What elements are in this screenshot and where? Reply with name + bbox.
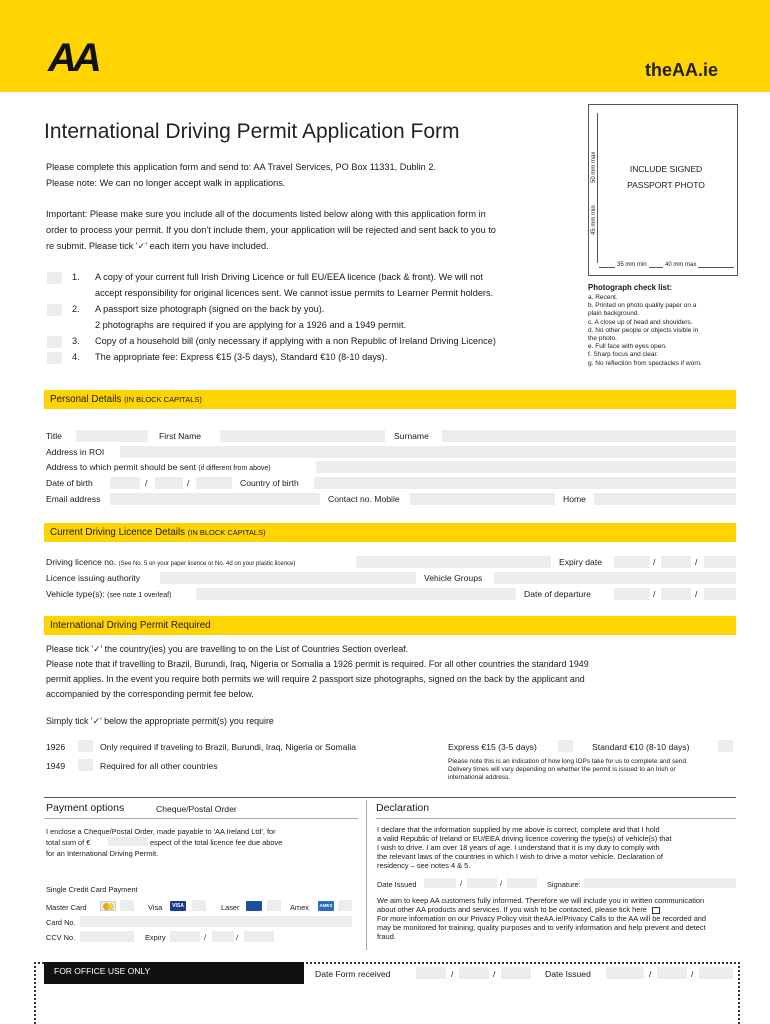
standard-checkbox[interactable]: [718, 740, 733, 752]
amex-checkbox[interactable]: [338, 900, 352, 911]
1949-text: Required for all other countries: [100, 761, 218, 771]
express-checkbox[interactable]: [558, 740, 573, 752]
dim-50mm: 50 mm max: [591, 151, 597, 183]
card-payment-title: Single Credit Card Payment: [46, 885, 138, 894]
vehicle-types-label: [46, 589, 171, 599]
height-arrow: [597, 113, 598, 263]
declaration-line: the relevant laws of the countries in which I wish to drive a motor vehicle. Declaration of: [377, 852, 663, 861]
personal-details-bar: [44, 390, 736, 409]
email-field[interactable]: [110, 493, 320, 505]
1949-label: 1949: [46, 761, 66, 771]
home-label: Home: [563, 494, 586, 504]
office-issued-slash: /: [649, 969, 652, 979]
card-expiry-slash: /: [204, 933, 207, 942]
received-month[interactable]: [459, 967, 489, 979]
departure-slash: /: [653, 589, 656, 599]
checklist-num: 3.: [72, 336, 80, 346]
declaration-text: [377, 825, 737, 870]
country-birth-label: Country of birth: [240, 478, 299, 488]
declaration-line: a valid Republic of Ireland or EU/EEA driving licence covering the type(s) of vehicle(s) that: [377, 834, 672, 843]
important-line-1: Important: Please make sure you include all of the documents listed below along with this application form in: [46, 209, 486, 219]
page-title: International Driving Permit Application Form: [44, 120, 460, 143]
aa-logo: AA: [48, 36, 98, 80]
departure-day-field[interactable]: [614, 588, 650, 600]
amex-icon: AMEX: [318, 901, 334, 911]
contact-line-2: [377, 905, 739, 914]
surname-label: Surname: [394, 431, 429, 441]
checklist-text: The appropriate fee: Express €15 (3-5 days), Standard €10 (8-10 days).: [95, 352, 388, 362]
received-slash: /: [451, 969, 454, 979]
photo-check-item: b. Printed on photo quality paper on a: [588, 302, 697, 310]
office-issued-year[interactable]: [699, 967, 733, 979]
visa-checkbox[interactable]: [192, 900, 206, 911]
first-name-field[interactable]: [220, 430, 385, 442]
laser-checkbox[interactable]: [267, 900, 281, 911]
vehicle-groups-field[interactable]: [494, 572, 736, 584]
date-received-label: Date Form received: [315, 969, 391, 979]
dob-year-field[interactable]: [196, 477, 232, 489]
permit-address-field[interactable]: [316, 461, 736, 473]
idp-para-3: permit applies. In the event you require both permits we will require 2 passport size photographs, signed on the back by the applicant and: [46, 674, 585, 684]
contact-line: may be monitored for training, quality purposes and to verify information and help prevent and detect: [377, 923, 706, 932]
office-issued-month[interactable]: [657, 967, 687, 979]
declaration-line: residency – see notes 4 & 5.: [377, 861, 471, 870]
photo-instructions: [627, 161, 705, 193]
1949-checkbox[interactable]: [78, 759, 93, 771]
total-sum-field[interactable]: [108, 837, 148, 846]
checklist-num: 4.: [72, 352, 80, 362]
dob-slash: /: [187, 478, 190, 488]
checklist-box-1[interactable]: [47, 272, 62, 284]
checklist-text: A passport size photograph (signed on the back by you).: [95, 304, 325, 314]
dim-35mm: 35 mm min: [617, 262, 647, 268]
office-issued-slash: /: [691, 969, 694, 979]
licence-no-label: [46, 557, 295, 567]
dim-40mm: 40 mm max: [665, 262, 697, 268]
title-label: Title: [46, 431, 62, 441]
passport-photo-box[interactable]: [588, 104, 738, 276]
photo-check-item: the photo.: [588, 335, 617, 343]
departure-label: Date of departure: [524, 589, 591, 599]
mobile-field[interactable]: [410, 493, 555, 505]
licence-no-field[interactable]: [356, 556, 551, 568]
office-date-issued-label: Date Issued: [545, 969, 591, 979]
standard-label: Standard €10 (8-10 days): [592, 742, 690, 752]
dob-label: Date of birth: [46, 478, 93, 488]
card-expiry-slash: /: [236, 933, 239, 942]
surname-field[interactable]: [442, 430, 736, 442]
visa-label: Visa: [148, 903, 163, 912]
photo-check-item: plain background.: [588, 310, 640, 318]
expiry-month-field[interactable]: [661, 556, 691, 568]
photo-line-1: INCLUDE SIGNED: [629, 164, 703, 174]
idp-para-2: Please note that if travelling to Brazil, Burundi, Iraq, Nigeria or Somalia a 1926 permit is required. For all other countries the standard 1949: [46, 659, 589, 669]
checklist-text: 2 photographs are required if you are applying for a 1926 and a 1949 permit.: [95, 320, 407, 330]
delivery-note: [448, 758, 688, 783]
idp-para-4: accompanied by the corresponding permit fee below.: [46, 689, 254, 699]
delivery-note-line: Please note this is an indication of how long IDPs take for us to complete and send.: [448, 758, 688, 765]
dob-day-field[interactable]: [110, 477, 140, 489]
card-expiry-year[interactable]: [244, 931, 274, 942]
checklist-box-3[interactable]: [47, 336, 62, 348]
delivery-note-line: Delivery times will vary depending on whether the permit is issued to an Irish or: [448, 766, 676, 774]
contact-text: [377, 896, 739, 941]
signature-field[interactable]: [584, 878, 736, 888]
visa-icon: VISA: [170, 901, 186, 911]
checklist-text: accept responsibility for original licences sent. We cannot issue permits to Learner Permit holders.: [95, 288, 494, 298]
authority-label: Licence issuing authority: [46, 573, 141, 583]
permit-address-text: Address to which permit should be sent: [46, 462, 196, 472]
cheque-text-2a: total sum of €: [46, 838, 91, 847]
country-birth-field[interactable]: [314, 477, 736, 489]
licence-no-text: Driving licence no.: [46, 557, 117, 567]
idp-heading: International Driving Permit Required: [50, 620, 211, 631]
checklist-box-2[interactable]: [47, 304, 62, 316]
vehicle-types-field[interactable]: [196, 588, 516, 600]
licence-details-bar: [44, 523, 736, 542]
dob-slash: /: [145, 478, 148, 488]
photo-check-item: f. Sharp focus and clear.: [588, 351, 659, 359]
checklist-text: Copy of a household bill (only necessary if applying with a non Republic of Ireland Driving Licence): [95, 336, 496, 346]
1926-checkbox[interactable]: [78, 740, 93, 752]
site-name: theAA.ie: [644, 60, 718, 80]
permit-address-sub: (if different from above): [198, 465, 271, 472]
departure-month-field[interactable]: [661, 588, 691, 600]
cheque-text-2b: espect of the total licence fee due above: [150, 838, 283, 847]
photo-check-item: a. Recent.: [588, 294, 618, 301]
card-no-label: Card No.: [46, 918, 76, 927]
photo-line-2: PASSPORT PHOTO: [627, 180, 705, 190]
checklist-num: 2.: [72, 304, 80, 314]
licence-sub: (IN BLOCK CAPITALS): [187, 528, 266, 537]
address-label: Address in ROI: [46, 447, 105, 457]
ccv-field[interactable]: [80, 931, 134, 942]
address-field[interactable]: [120, 446, 736, 458]
checklist-text: A copy of your current full Irish Driving Licence or full EU/EEA licence (back & front). We will not: [95, 272, 483, 282]
date-issued-day[interactable]: [424, 878, 456, 888]
contact-checkbox[interactable]: [652, 907, 660, 914]
card-no-field[interactable]: [80, 916, 352, 927]
date-issued-year[interactable]: [507, 878, 537, 888]
departure-year-field[interactable]: [704, 588, 736, 600]
title-field[interactable]: [76, 430, 148, 442]
mobile-label: Contact no. Mobile: [328, 494, 400, 504]
card-expiry-label: Expiry: [145, 933, 166, 942]
licence-heading: Current Driving Licence Details: [50, 527, 186, 538]
simply-tick: Simply tick '✓' below the appropriate permit(s) you require: [46, 716, 274, 726]
delivery-note-line: international address.: [448, 774, 511, 782]
personal-sub: (IN BLOCK CAPITALS): [124, 395, 202, 404]
photo-check-item: e. Full face with eyes open.: [588, 343, 667, 351]
1926-label: 1926: [46, 742, 66, 752]
received-slash: /: [493, 969, 496, 979]
1926-text: Only required if traveling to Brazil, Burundi, Iraq, Nigeria or Somalia: [100, 742, 357, 752]
office-use-label: FOR OFFICE USE ONLY: [44, 962, 304, 984]
expiry-year-field[interactable]: [704, 556, 736, 568]
expiry-slash: /: [653, 557, 656, 567]
idp-para-1: Please tick '✓' the country(ies) you are travelling to on the List of Countries Section overleaf.: [46, 644, 409, 654]
date-issued-slash: /: [500, 879, 503, 888]
mastercard-circle-right: [107, 903, 114, 910]
contact-line: about other AA products and services. If you wish to be contacted, please tick here: [377, 905, 647, 914]
date-issued-slash: /: [460, 879, 463, 888]
received-day[interactable]: [416, 967, 446, 979]
important-line-2: order to process your permit. If you don’t include them, your application will be rejected and sent back to you to: [46, 225, 496, 235]
mastercard-checkbox[interactable]: [120, 900, 134, 911]
authority-field[interactable]: [160, 572, 416, 584]
vehicle-groups-label: Vehicle Groups: [424, 573, 483, 583]
laser-label: Laser: [221, 903, 240, 912]
dob-month-field[interactable]: [155, 477, 183, 489]
express-label: Express €15 (3-5 days): [448, 742, 537, 752]
idp-bar: [44, 616, 736, 635]
office-issued-day[interactable]: [606, 967, 644, 979]
section-divider: [44, 797, 736, 798]
vehicle-types-text: Vehicle type(s):: [46, 589, 105, 599]
intro-line-2: Please note: We can no longer accept walk in applications.: [46, 178, 286, 188]
permit-address-label: [46, 462, 271, 472]
payment-underline: [44, 818, 358, 819]
mastercard-label: Master Card: [46, 903, 87, 912]
mastercard-icon: [100, 901, 116, 911]
checklist-num: 1.: [72, 272, 80, 282]
licence-no-sub: (See No. 5 on your paper licence or No. 4d on your plastic licence): [118, 561, 296, 567]
contact-line: We aim to keep AA customers fully informed. Therefore we will include you in written communication: [377, 896, 705, 905]
declaration-underline: [376, 818, 736, 819]
declaration-line: I declare that the information supplied by me above is correct, complete and that I hold: [377, 825, 660, 834]
date-issued-label: Date Issued: [377, 880, 417, 889]
contact-line: For more information on our Privacy Policy visit theAA.ie/Privacy Calls to the AA will be recorded and: [377, 914, 707, 923]
declaration-heading: Declaration: [376, 802, 430, 814]
cheque-text-1: I enclose a Cheque/Postal Order, made payable to 'AA Ireland Ltd', for: [46, 827, 276, 836]
date-issued-month[interactable]: [467, 878, 497, 888]
received-year[interactable]: [501, 967, 531, 979]
amex-label: Amex: [290, 903, 309, 912]
card-expiry-mid[interactable]: [212, 931, 234, 942]
home-field[interactable]: [594, 493, 736, 505]
first-name-label: First Name: [159, 431, 202, 441]
declaration-line: I wish to drive. I am over 18 years of age. I understand that it is my duty to comply with: [377, 843, 660, 852]
checklist-box-4[interactable]: [47, 352, 62, 364]
intro-line-1: Please complete this application form and send to: AA Travel Services, PO Box 11331, Dublin 2.: [46, 162, 436, 172]
expiry-day-field[interactable]: [614, 556, 650, 568]
signature-label: Signature:: [547, 880, 581, 889]
photo-check-item: g. No reflection from spectacles if worn.: [588, 359, 702, 367]
card-expiry-month[interactable]: [170, 931, 200, 942]
dim-45mm: 45 mm min: [591, 205, 597, 235]
photo-check-item: c. A close up of head and shoulders.: [588, 318, 693, 326]
laser-icon: [246, 901, 262, 911]
cheque-label: Cheque/Postal Order: [156, 804, 237, 814]
email-label: Email address: [46, 494, 101, 504]
photo-checklist: [588, 294, 738, 368]
ccv-label: CCV No.: [46, 933, 76, 942]
important-line-3: re submit. Please tick '✓' each item you have included.: [46, 241, 269, 251]
personal-heading: Personal Details: [50, 394, 122, 405]
column-divider: [366, 800, 367, 950]
photo-check-item: d. No other people or objects visible in: [588, 326, 699, 334]
expiry-slash: /: [695, 557, 698, 567]
contact-line: fraud.: [377, 932, 396, 941]
photo-checklist-title: Photograph check list:: [588, 283, 673, 292]
vehicle-types-sub: (see note 1 overleaf): [107, 592, 172, 599]
cheque-text-3: for an International Driving Permit.: [46, 849, 159, 858]
expiry-label: Expiry date: [559, 557, 602, 567]
departure-slash: /: [695, 589, 698, 599]
payment-heading: Payment options: [46, 802, 125, 814]
